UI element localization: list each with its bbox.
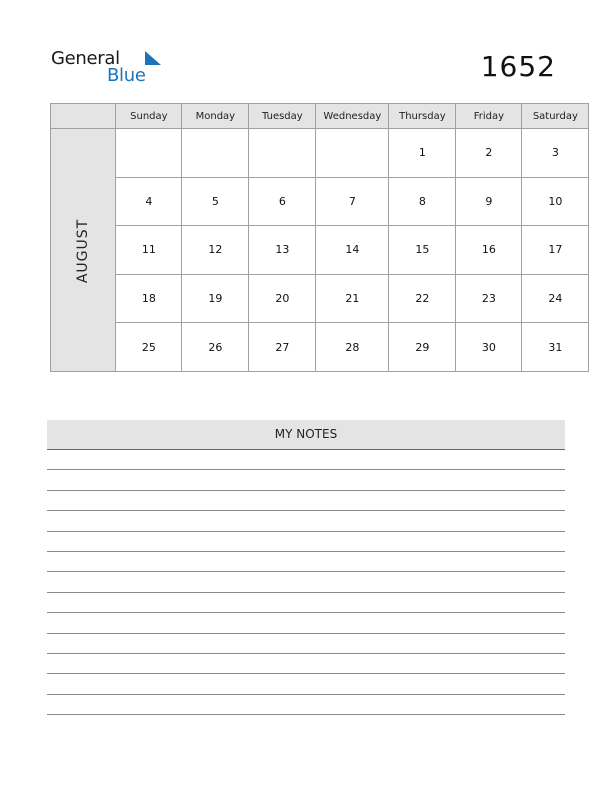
calendar-grid [50, 103, 589, 372]
day-cell[interactable]: 14 [316, 226, 389, 275]
day-cell[interactable]: 29 [389, 323, 456, 372]
day-cell[interactable] [116, 129, 182, 178]
logo [51, 48, 161, 88]
note-line[interactable] [47, 531, 565, 532]
note-line[interactable] [47, 714, 565, 715]
logo-blue-text: Blue [107, 65, 146, 86]
weekday-header: Saturday [522, 104, 589, 129]
note-line[interactable] [47, 673, 565, 674]
note-line[interactable] [47, 592, 565, 593]
note-line[interactable] [47, 653, 565, 654]
month-sidebar [51, 129, 116, 372]
day-cell[interactable]: 23 [456, 274, 522, 323]
day-cell[interactable]: 4 [116, 177, 182, 226]
day-cell[interactable] [316, 129, 389, 178]
week-row [51, 129, 589, 178]
note-line[interactable] [47, 694, 565, 695]
note-line[interactable] [47, 571, 565, 572]
note-line[interactable] [47, 551, 565, 552]
day-cell[interactable] [249, 129, 316, 178]
logo-general-text: General [51, 48, 120, 69]
note-line[interactable] [47, 633, 565, 634]
day-cell[interactable]: 25 [116, 323, 182, 372]
day-cell[interactable]: 31 [522, 323, 589, 372]
week-row [51, 177, 589, 226]
day-cell[interactable]: 30 [456, 323, 522, 372]
day-cell[interactable]: 9 [456, 177, 522, 226]
week-row [51, 274, 589, 323]
weekday-header: Monday [182, 104, 249, 129]
day-cell[interactable]: 24 [522, 274, 589, 323]
day-cell[interactable]: 11 [116, 226, 182, 275]
day-cell[interactable]: 1 [389, 129, 456, 178]
note-line[interactable] [47, 612, 565, 613]
weekday-header: Wednesday [316, 104, 389, 129]
month-header-corner [51, 104, 116, 129]
day-cell[interactable]: 20 [249, 274, 316, 323]
day-cell[interactable]: 15 [389, 226, 456, 275]
day-cell[interactable]: 22 [389, 274, 456, 323]
day-cell[interactable]: 28 [316, 323, 389, 372]
note-line[interactable] [47, 469, 565, 470]
month-label: AUGUST [75, 219, 92, 284]
year-title: 1652 [480, 50, 556, 83]
day-cell[interactable]: 21 [316, 274, 389, 323]
day-cell[interactable]: 19 [182, 274, 249, 323]
day-cell[interactable]: 12 [182, 226, 249, 275]
weekday-header: Friday [456, 104, 522, 129]
day-cell[interactable]: 2 [456, 129, 522, 178]
day-cell[interactable]: 6 [249, 177, 316, 226]
day-cell[interactable]: 5 [182, 177, 249, 226]
day-cell[interactable]: 7 [316, 177, 389, 226]
weekday-header: Tuesday [249, 104, 316, 129]
day-cell[interactable]: 17 [522, 226, 589, 275]
note-line[interactable] [47, 510, 565, 511]
weekday-header-row [51, 104, 589, 129]
weekday-header: Thursday [389, 104, 456, 129]
day-cell[interactable] [182, 129, 249, 178]
day-cell[interactable]: 3 [522, 129, 589, 178]
day-cell[interactable]: 18 [116, 274, 182, 323]
week-row [51, 323, 589, 372]
day-cell[interactable]: 16 [456, 226, 522, 275]
notes-header: MY NOTES [47, 420, 565, 450]
logo-triangle-icon [145, 51, 161, 65]
weekday-header: Sunday [116, 104, 182, 129]
day-cell[interactable]: 10 [522, 177, 589, 226]
week-row [51, 226, 589, 275]
day-cell[interactable]: 13 [249, 226, 316, 275]
day-cell[interactable]: 27 [249, 323, 316, 372]
day-cell[interactable]: 8 [389, 177, 456, 226]
day-cell[interactable]: 26 [182, 323, 249, 372]
note-line[interactable] [47, 490, 565, 491]
